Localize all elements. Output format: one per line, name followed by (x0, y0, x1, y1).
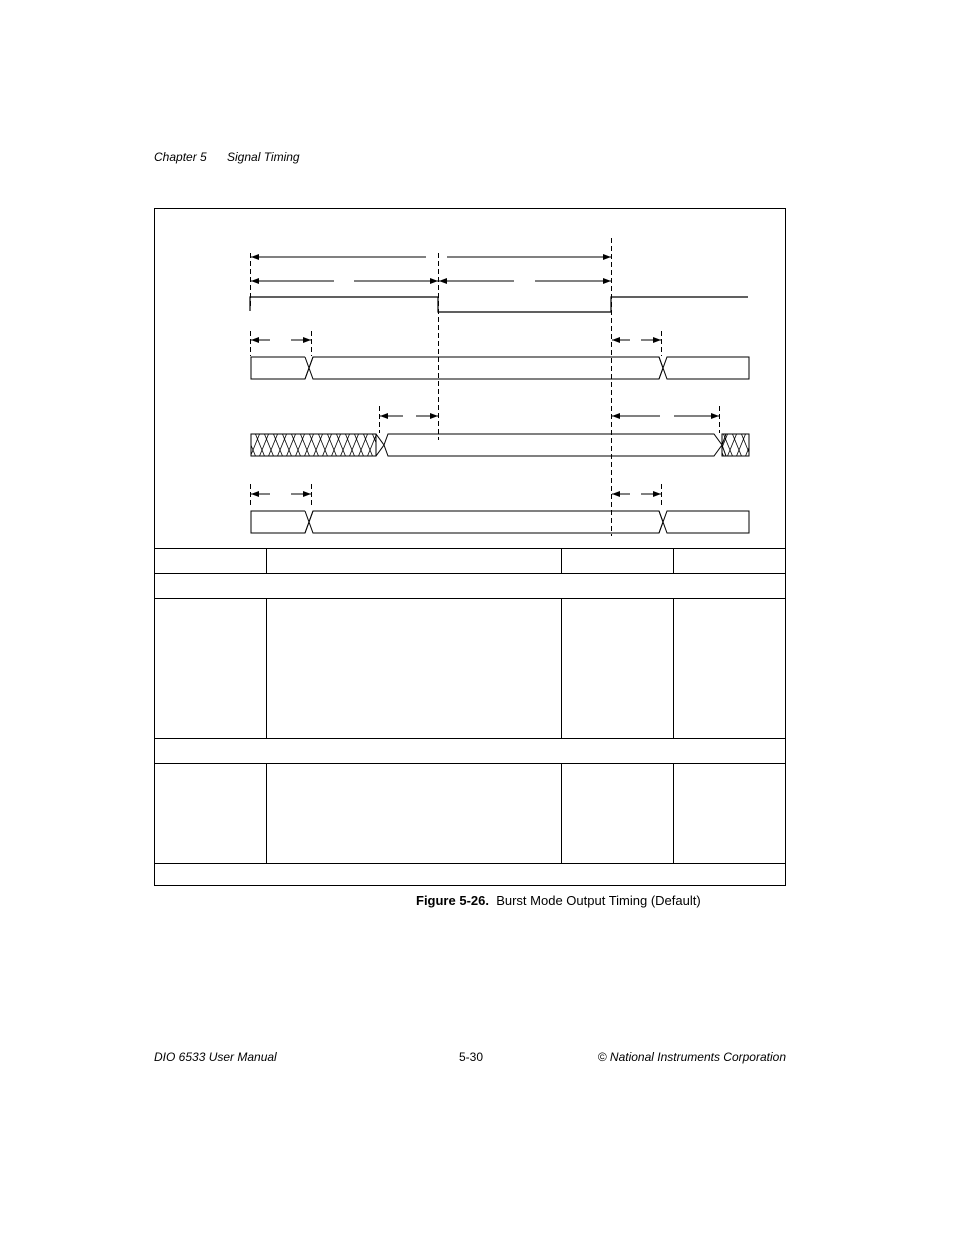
timing-table (154, 548, 786, 864)
clock-waveform (250, 297, 748, 312)
timing-diagram (154, 208, 786, 886)
figure-number: Figure 5-26. (416, 893, 489, 908)
bus-waveform-2 (251, 511, 749, 533)
timing-arrows (251, 257, 719, 494)
section-label: Signal Timing (227, 150, 300, 164)
timing-markers (251, 238, 720, 536)
control-waveform (251, 434, 749, 456)
footer-copyright: © National Instruments Corporation (597, 1050, 786, 1064)
figure-title: Burst Mode Output Timing (Default) (496, 893, 701, 908)
figure-caption (416, 893, 701, 908)
bus-waveform-1 (251, 357, 749, 379)
footer-manual: DIO 6533 User Manual (154, 1050, 277, 1064)
footer-page-number: 5-30 (459, 1050, 484, 1064)
timing-figure (154, 208, 786, 886)
chapter-label: Chapter 5 (154, 150, 207, 164)
figure-border (155, 209, 786, 886)
